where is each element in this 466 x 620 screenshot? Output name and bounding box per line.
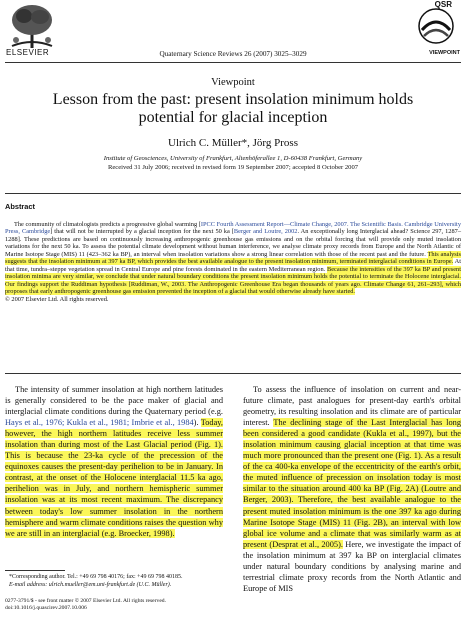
author-email: E-mail address: ulrich.mueller@em.uni-frankfurt.de (U.C. Müller). <box>9 581 172 588</box>
corresponding-author: *Corresponding author. Tel.: +49 69 798 40176; fax: +49 69 798 40185. <box>9 574 183 580</box>
abstract-copyright: © 2007 Elsevier Ltd. All rights reserved. <box>5 295 109 303</box>
qsr-logo-text: QSR <box>434 0 452 9</box>
article-title: Lesson from the past: present insolation minimum holds potential for glacial inception <box>52 91 414 126</box>
body-column-left: The intensity of summer insolation at high northern latitudes is generally considered to be the pace maker of glacial and interglacial climate conditions during the Quaternary period (e.g. Hays et al., 1976; Kukla et al., 1981; Imbrie et al., 1984). Today, however, the high northern latitudes receive less summer insolation than during most of the Last Glacial period (Fig. 1). This is because the 23-ka cycle of the precession of the equinoxes causes the present-day perihelion to be in January. In contrast, at the onset of the Holocene interglacial 11.5 ka ago, perihelion was in July, and northern hemispheric summer insolation was at its most recent maximum. The discrepancy between today's low summer insolation in the northern hemisphere and warm climate conditions raises the question why we are still in an interglacial (e.g. Broecker, 1998). <box>5 385 223 538</box>
issn-line: 0277-3791/$ - see front matter © 2007 Elsevier Ltd. All rights reserved. <box>5 598 166 604</box>
ipcc-reference-link[interactable]: IPCC Fourth Assessment Report—Climate Change, 2007. The Scientific Basis. Cambridge University Press, Cambridge <box>5 221 461 236</box>
journal-citation: Quaternary Science Reviews 26 (2007) 3025–3029 <box>159 50 307 58</box>
footnote <box>5 574 227 589</box>
header-rule <box>5 62 461 63</box>
article-history: Received 31 July 2006; received in revised form 19 September 2007; accepted 8 October 2007 <box>107 164 359 171</box>
berger-loutre-reference-link[interactable]: Berger and Loutre, 2002 <box>233 228 298 236</box>
author-affiliation: Institute of Geosciences, University of Frankfurt, Altenhöferallee 1, D-60438 Frankfurt, Germany <box>103 155 363 162</box>
abstract-section <box>5 202 461 303</box>
qsr-logo-subtitle: VIEWPOINT <box>429 50 460 56</box>
publisher-name: ELSEVIER <box>6 48 50 57</box>
abstract-top-rule <box>5 193 461 194</box>
article-authors: Ulrich C. Müller*, Jörg Pross <box>168 137 298 149</box>
right-highlight: The declining stage of the Last Interglacial has long been considered a good candidate (Kukla et al., 1997), but the insolation minimum causing glacial inception at that time was much more pronounced than the present one (Fig. 1). As a result of the ca 400-ka envelope of the eccentricity of the earth's orbit, the muted influence of precession on insolation today is most similar to the situation around 400 ka BP (Fig. 2A) (Loutre and Berger, 2003). Therefore, the best available analogue to the present muted insolation minimum is the one 397 ka ago during Marine Isotope Stage (MIS) 11 (Fig. 2B), an interval with low global ice volume and a climate that was similarly warm as at present (Desprat et al., 2005). <box>243 418 461 549</box>
abstract-heading: Abstract <box>5 202 35 211</box>
doi-line[interactable]: doi:10.1016/j.quascirev.2007.10.006 <box>5 604 87 611</box>
left-citation-link[interactable]: Hays et al., 1976; Kukla et al., 1981; Imbrie et al., 1984 <box>5 418 194 428</box>
abstract-bottom-rule <box>5 373 461 374</box>
abstract-highlight-2: Because the intensities of the 397 ka BP and present insolation minima are very similar, we conclude that under natural boundary conditions the present insolation minimum holds the potential to terminate the Holocene interglacial. Our findings support the Ruddiman hypothesis [Ruddiman, W., 2003. The Anthropogenic Greenhouse Era began thousands of years ago. Climate Change 61, 261–293], which proposes that early anthropogenic greenhouse gas emission prevented the inception of a glacial that would otherwise already have started. <box>5 265 461 296</box>
journal-header <box>0 0 466 62</box>
article-meta <box>5 598 166 611</box>
body-column-right: To assess the influence of insolation on current and near-future climate, past analogues for present-day earth's orbital geometry, its resulting insolation and its climate are of particular interest. The declining stage of the Last Interglacial has long been considered a good candidate (Kukla et al., 1997), but the insolation minimum causing glacial inception at that time was much more pronounced than the present one (Fig. 1). As a result of the ca 400-ka envelope of the eccentricity of the earth's orbit, the muted influence of precession on insolation today is most similar to the situation around 400 ka BP (Fig. 2A) (Loutre and Berger, 2003). Therefore, the best available analogue to the present muted insolation minimum is the one 397 ka ago during Marine Isotope Stage (MIS) 11 (Fig. 2B), an interval with low global ice volume and a climate that was similarly warm as at present (Desprat et al., 2005). Here, we investigate the impact of the insolation minimum at 397 ka BP on interglacial climates under natural boundary conditions by analysing marine and terrestrial climate proxy records from the North Atlantic and Europe of MIS <box>243 385 461 593</box>
abstract-text: The community of climatologists predicts a progressive global warming [IPCC Fourth Assessment Report—Climate Change, 2007. The Scientific Basis. Cambridge University Press, Cambridge] that will not be interrupted by a glacial inception for the next 50 ka [Berger and Loutre, 2002. An exceptionally long Interglacial ahead? Science 297, 1287–1288]. These predictions are based on continuously increasing anthropogenic greenhouse gas emissions and on the orbital forcing that will provide only muted insolation variations for the next 50 ka. To assess the potential climate development without human interference, we analyse climate proxy records from Europe and the North Atlantic of Marine Isotope Stage (MIS) 11 (423–362 ka BP), an interval when insolation variations show a strong linear correlation with those of the recent past and the future. This analysis suggests that the insolation minimum at 397 ka BP, which provides the best available analogue to the present insolation minimum, terminated interglacial conditions in Europe. At that time, tundra–steppe vegetation spread in Central Europe and pine forests dominated in the eastern Mediterranean region. Because the intensities of the 397 ka BP and present insolation minima are very similar, we conclude that under natural boundary conditions the present insolation minimum holds the potential to terminate the Holocene interglacial. Our findings support the Ruddiman hypothesis [Ruddiman, W., 2003. The Anthropogenic Greenhouse Era began thousands of years ago. Climate Change 61, 261–293], which proposes that early anthropogenic greenhouse gas emission prevented the inception of a glacial that would otherwise already have started. © 2007 Elsevier Ltd. All rights reserved. <box>5 221 461 303</box>
abstract-highlight-1: This analysis suggests that the insolation minimum at 397 ka BP, which provides the best available analogue to the present insolation minimum, terminated interglacial conditions in Europe. <box>5 250 461 266</box>
elsevier-tree-logo <box>4 2 60 52</box>
left-highlight: Today, however, the high northern latitudes receive less summer insolation than during most of the Last Glacial period (Fig. 1). This is because the 23-ka cycle of the precession of the equinoxes causes the present-day perihelion to be in January. In contrast, at the onset of the Holocene interglacial 11.5 ka ago, perihelion was in July, and northern hemispheric summer insolation was at its most recent maximum. The discrepancy between today's low summer insolation in the northern hemisphere and warm climate conditions raises the question why we are still in an interglacial (e.g. Broecker, 1998). <box>5 418 223 538</box>
footnote-rule <box>5 570 65 571</box>
section-label: Viewpoint <box>211 77 255 88</box>
